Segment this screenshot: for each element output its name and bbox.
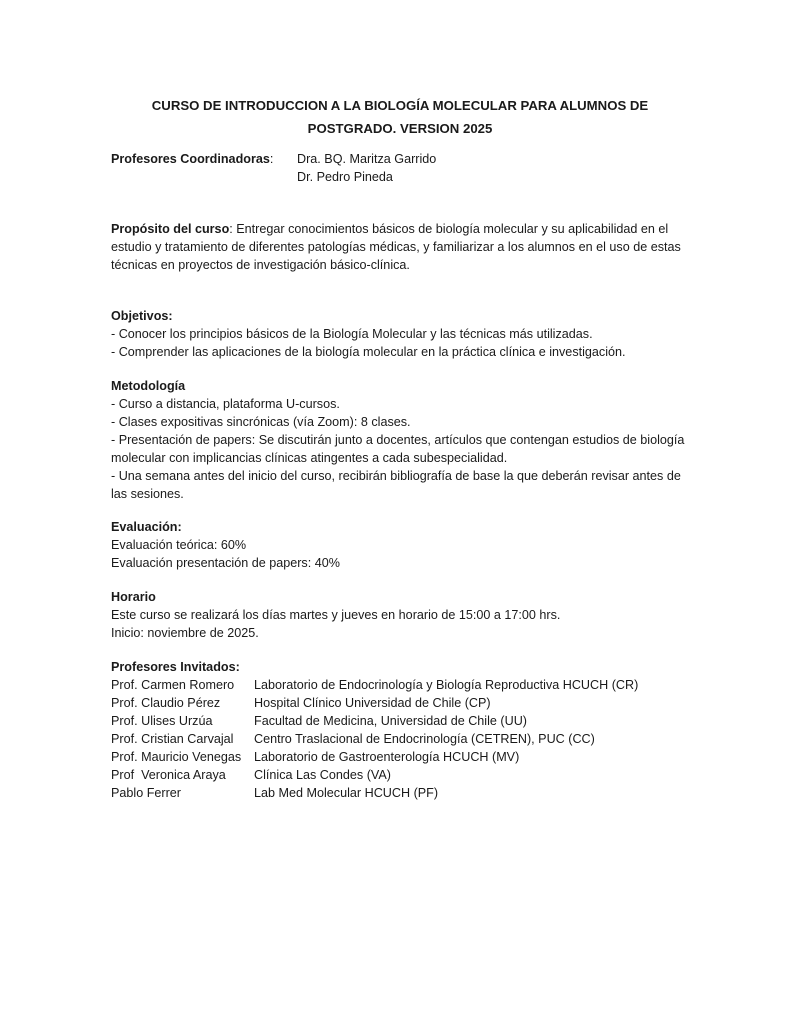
guest-institution: Laboratorio de Gastroenterología HCUCH (MV) [254,750,520,764]
objective-item: - Comprender las aplicaciones de la biología molecular en la práctica clínica e investigación. [111,345,626,359]
coordinators-label-line [111,150,273,168]
methodology-item: - Curso a distancia, plataforma U-cursos. [111,397,340,411]
purpose-text: : Entregar conocimientos básicos de biología molecular y su aplicabilidad en el estudio y tratamiento de diferentes patologías médicas, y familiarizar a los alumnos en el uso de estas técnicas en proyectos de investigación básico-clínica. [111,222,681,273]
coordinators-label: Profesores Coordinadoras [111,152,270,166]
methodology-item: - Clases expositivas sincrónicas (vía Zoom): 8 clases. [111,415,411,429]
evaluation-heading: Evaluación: [111,520,182,534]
guest-institution: Hospital Clínico Universidad de Chile (CP) [254,696,491,710]
guests-heading: Profesores Invitados: [111,660,240,674]
guest-name: Prof Veronica Araya [111,768,226,782]
guest-name: Prof. Mauricio Venegas [111,750,242,764]
guest-institution: Clínica Las Condes (VA) [254,768,391,782]
guest-institution: Facultad de Medicina, Universidad de Chile (UU) [254,714,527,728]
schedule-heading: Horario [111,590,156,604]
methodology-item: - Presentación de papers: Se discutirán junto a docentes, artículos que contengan estudios de biología molecular con implicancias clínicas atingentes a cada subespecialidad. [111,433,685,466]
schedule-item: Inicio: noviembre de 2025. [111,626,259,640]
guest-institution: Laboratorio de Endocrinología y Biología Reproductiva HCUCH (CR) [254,678,639,692]
guest-name: Prof. Carmen Romero [111,678,235,692]
guest-name: Pablo Ferrer [111,786,181,800]
schedule-item: Este curso se realizará los días martes y jueves en horario de 15:00 a 17:00 hrs. [111,608,561,622]
coordinator-name-1: Dra. BQ. Maritza Garrido [297,152,437,166]
purpose-label: Propósito del curso [111,222,230,236]
guest-institution: Lab Med Molecular HCUCH (PF) [254,786,439,800]
coordinators-colon: : [269,152,274,166]
methodology-item: - Una semana antes del inicio del curso, recibirán bibliografía de base la que deberán revisar antes de las sesiones. [111,469,681,502]
objectives-heading: Objetivos: [111,309,173,323]
objective-item: - Conocer los principios básicos de la Biología Molecular y las técnicas más utilizadas. [111,327,593,341]
purpose-paragraph [111,220,696,275]
evaluation-item: Evaluación presentación de papers: 40% [111,556,340,570]
document-title [110,94,690,140]
title-line-1: CURSO DE INTRODUCCION A LA BIOLOGÍA MOLECULAR PARA ALUMNOS DE [151,98,649,113]
guest-name: Prof. Claudio Pérez [111,696,221,710]
title-line-2: POSTGRADO. VERSION 2025 [307,121,493,136]
guest-institution: Centro Traslacional de Endocrinología (CETREN), PUC (CC) [254,732,595,746]
guest-name: Prof. Ulises Urzúa [111,714,213,728]
guest-name: Prof. Cristian Carvajal [111,732,234,746]
coordinator-name-2: Dr. Pedro Pineda [297,170,393,184]
evaluation-item: Evaluación teórica: 60% [111,538,247,552]
methodology-heading: Metodología [111,379,186,393]
